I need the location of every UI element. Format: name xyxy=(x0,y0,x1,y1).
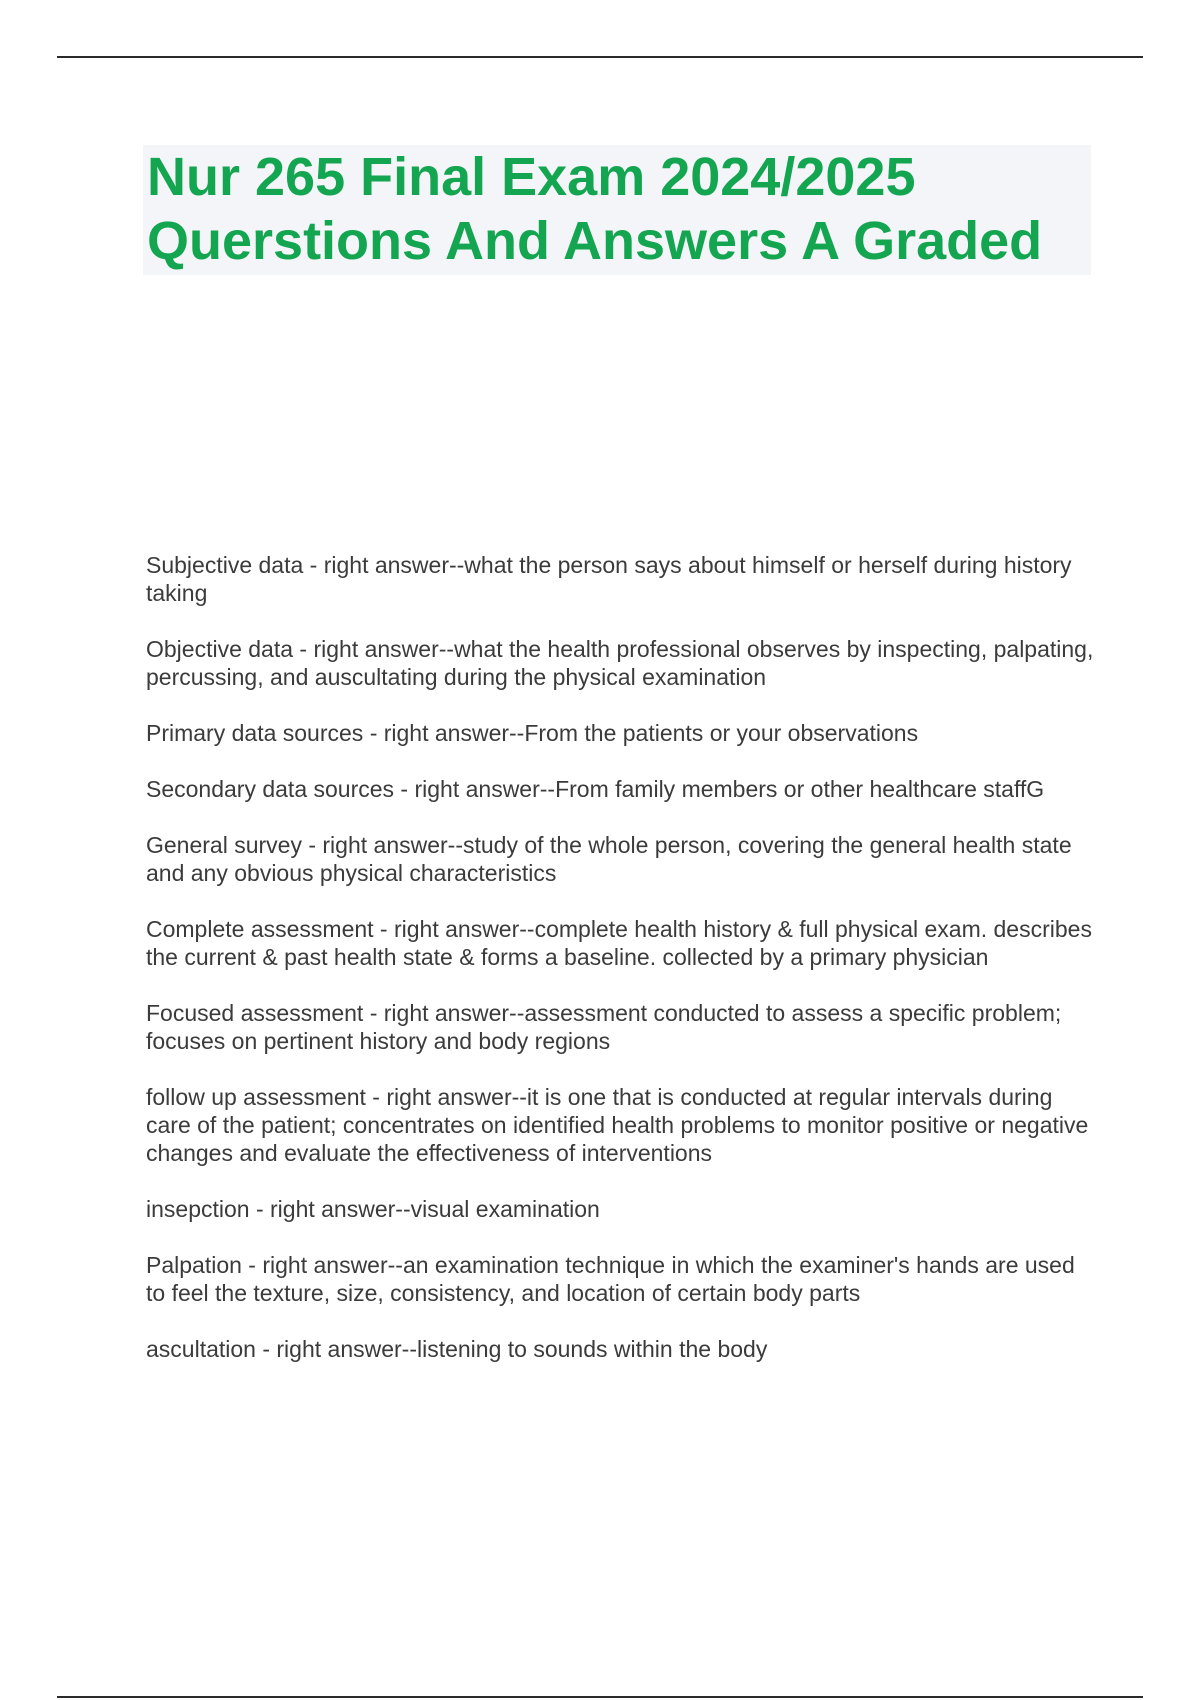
qa-item-objective-data: Objective data - right answer--what the health professional observes by inspecting, palpating, percussing, and auscultating during the physical examination xyxy=(146,636,1094,690)
qa-item-complete-assessment: Complete assessment - right answer--complete health history & full physical exam. describes the current & past health state & forms a baseline. collected by a primary physician xyxy=(146,916,1092,970)
page-title xyxy=(147,145,1091,273)
qa-item-primary-data-sources: Primary data sources - right answer--From the patients or your observations xyxy=(146,720,919,746)
qa-item-palpation: Palpation - right answer--an examination technique in which the examiner's hands are used to feel the texture, size, consistency, and location of certain body parts xyxy=(146,1252,1075,1306)
bottom-rule xyxy=(57,1696,1143,1698)
qa-item-subjective-data: Subjective data - right answer--what the person says about himself or herself during history taking xyxy=(146,552,1072,606)
qa-item-follow-up-assessment: follow up assessment - right answer--it is one that is conducted at regular intervals during care of the patient; concentrates on identified health problems to monitor positive or negative changes and evaluate the effectiveness of interventions xyxy=(146,1084,1089,1166)
title-line-1: Nur 265 Final Exam 2024/2025 xyxy=(147,147,916,207)
qa-list xyxy=(146,551,1096,1391)
qa-item-secondary-data-sources: Secondary data sources - right answer--From family members or other healthcare staffG xyxy=(146,776,1045,802)
qa-item-auscultation: ascultation - right answer--listening to sounds within the body xyxy=(146,1336,768,1362)
title-line-2: Querstions And Answers A Graded xyxy=(147,211,1043,271)
qa-item-focused-assessment: Focused assessment - right answer--assessment conducted to assess a specific problem; focuses on pertinent history and body regions xyxy=(146,1000,1062,1054)
qa-item-general-survey: General survey - right answer--study of the whole person, covering the general health state and any obvious physical characteristics xyxy=(146,832,1072,886)
qa-item-inspection: insepction - right answer--visual examination xyxy=(146,1196,600,1222)
title-banner xyxy=(143,145,1091,275)
top-rule xyxy=(57,56,1143,58)
